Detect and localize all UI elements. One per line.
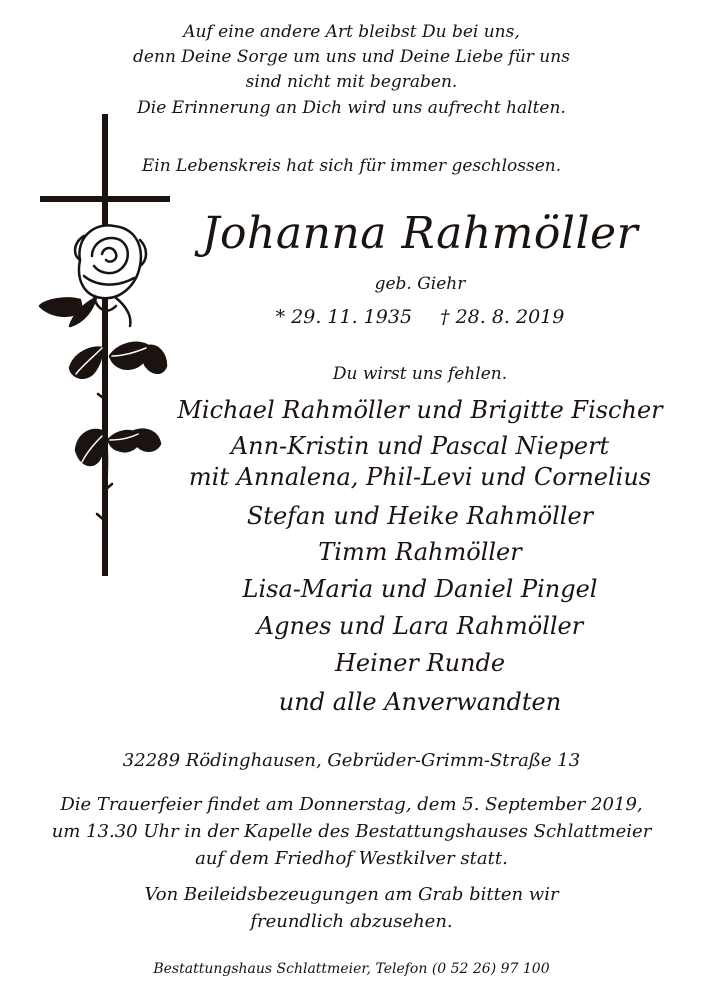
miss-text: Du wirst uns fehlen. bbox=[332, 364, 508, 384]
condolence-line: Von Beileidsbezeugungen am Grab bitten wir bbox=[144, 884, 559, 905]
funeral-info-line: um 13.30 Uhr in der Kapelle des Bestattungshauses Schlattmeier bbox=[51, 821, 652, 842]
family-line: Ann-Kristin und Pascal Niepert bbox=[230, 432, 610, 460]
family-line: Lisa-Maria und Daniel Pingel bbox=[242, 575, 598, 603]
verse-line: Auf eine andere Art bleibst Du bei uns, bbox=[183, 22, 520, 42]
deceased-name: Johanna Rahmöller bbox=[201, 208, 639, 259]
family-line: Agnes und Lara Rahmöller bbox=[256, 612, 584, 640]
address: 32289 Rödinghausen, Gebrüder-Grimm-Straße 13 bbox=[122, 750, 581, 771]
life-dates bbox=[160, 308, 680, 327]
family-line: Timm Rahmöller bbox=[318, 538, 522, 566]
verse-line: denn Deine Sorge um uns und Deine Liebe für uns bbox=[133, 47, 570, 67]
family-line: Michael Rahmöller und Brigitte Fischer bbox=[177, 396, 663, 424]
birth-date: * 29. 11. 1935 bbox=[275, 306, 413, 328]
family-line: Heiner Runde bbox=[334, 649, 506, 677]
verse-line: sind nicht mit begraben. bbox=[245, 72, 458, 92]
funeral-info-line: Die Trauerfeier findet am Donnerstag, dem 5. September 2019, bbox=[60, 794, 643, 815]
family-line: und alle Anverwandten bbox=[278, 688, 562, 716]
condolence-line: freundlich abzusehen. bbox=[250, 911, 453, 932]
funeral-home-footer: Bestattungshaus Schlattmeier, Telefon (0 52 26) 97 100 bbox=[153, 961, 550, 977]
family-line: mit Annalena, Phil-Levi und Cornelius bbox=[188, 463, 652, 491]
funeral-info-line: auf dem Friedhof Westkilver statt. bbox=[195, 848, 508, 869]
life-circle-text: Ein Lebenskreis hat sich für immer geschlossen. bbox=[141, 156, 562, 176]
cross-with-rose-illustration bbox=[36, 110, 176, 580]
birth-name: geb. Giehr bbox=[374, 274, 466, 294]
death-date: † 28. 8. 2019 bbox=[440, 306, 565, 328]
family-line: Stefan und Heike Rahmöller bbox=[246, 502, 594, 530]
verse-line: Die Erinnerung an Dich wird uns aufrecht halten. bbox=[137, 98, 566, 118]
